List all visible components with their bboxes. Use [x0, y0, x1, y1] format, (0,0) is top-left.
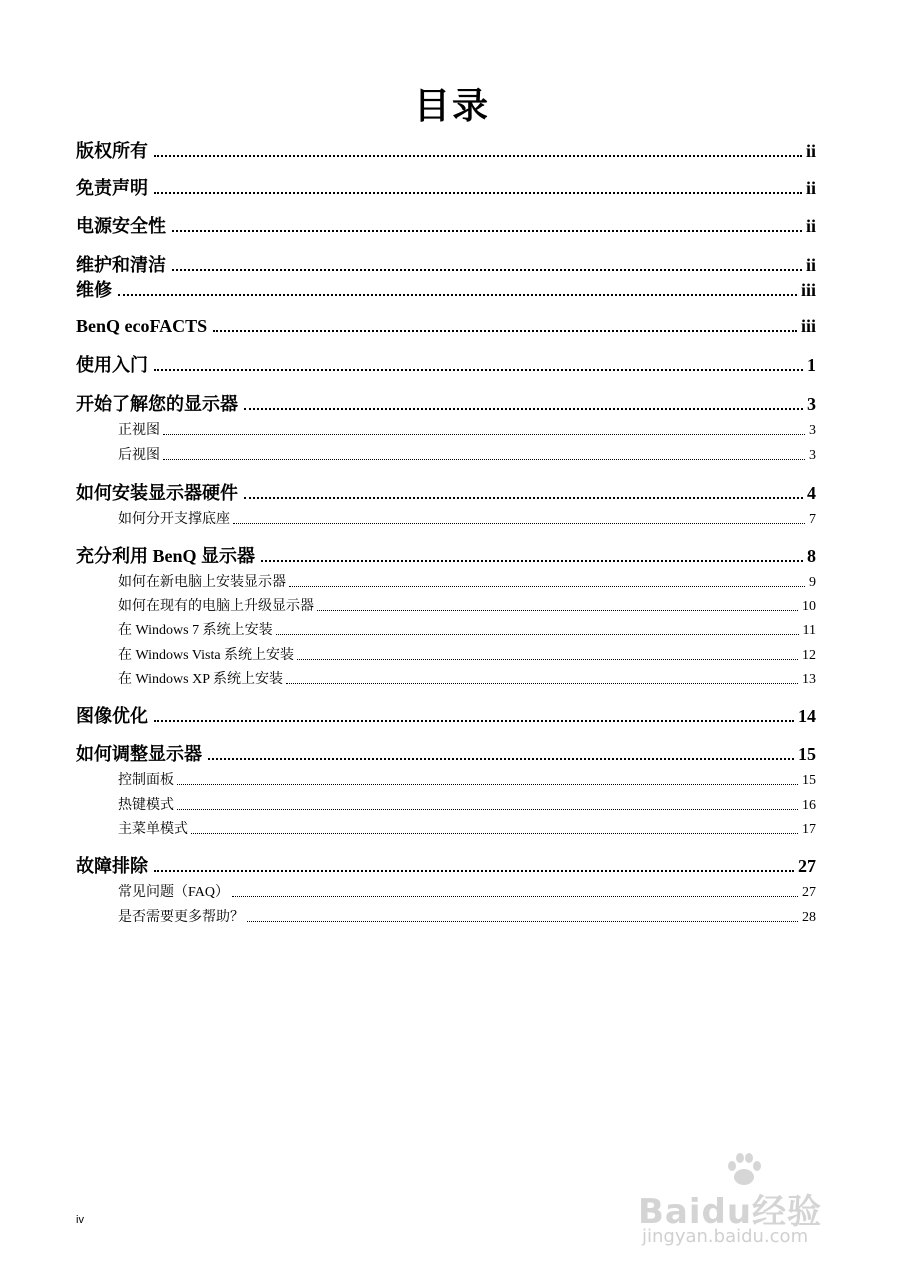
toc-entry-disclaimer[interactable]	[76, 179, 816, 197]
toc-entry-label: 后视图	[118, 448, 160, 463]
toc-entry-page: 9	[809, 575, 816, 590]
toc-entry-label: 电源安全性	[76, 216, 166, 236]
toc-entry-copyright[interactable]	[76, 142, 816, 160]
toc-entry-page: 3	[809, 448, 816, 463]
toc-entry-page: 11	[802, 623, 816, 638]
toc-entry-label: 使用入门	[76, 355, 148, 375]
toc-entry-page: 28	[802, 910, 816, 925]
toc-entry-main-menu-mode[interactable]	[118, 823, 816, 837]
toc-entry-troubleshooting[interactable]	[76, 857, 816, 875]
dot-leader	[233, 523, 805, 524]
toc-entry-windows-vista[interactable]	[118, 649, 816, 663]
toc-entry-getting-started[interactable]	[76, 356, 816, 374]
toc-entry-page: 15	[798, 744, 816, 764]
dot-leader	[208, 758, 794, 760]
dot-leader	[154, 369, 803, 371]
toc-entry-label: 图像优化	[76, 706, 148, 726]
toc-entry-label: 充分利用 BenQ 显示器	[76, 546, 256, 566]
toc-entry-label: 控制面板	[118, 773, 174, 788]
toc-entry-know-your-monitor[interactable]	[76, 395, 816, 413]
toc-entry-page: 27	[802, 885, 816, 900]
watermark-logo-text: Baidu经验	[638, 1192, 823, 1232]
toc-entry-label: 如何分开支撑底座	[118, 512, 230, 527]
toc-entry-label: 常见问题（FAQ）	[118, 885, 229, 900]
toc-entry-page: ii	[805, 178, 816, 198]
toc-entry-label: 如何调整显示器	[76, 744, 202, 764]
dot-leader	[244, 497, 803, 499]
toc-entry-page: 1	[807, 355, 816, 375]
toc-entry-page: 17	[802, 822, 816, 837]
toc-entry-page: ii	[805, 216, 816, 236]
watermark-url: jingyan.baidu.com	[642, 1226, 809, 1247]
dot-leader	[154, 192, 802, 194]
toc-entry-page: 4	[807, 483, 816, 503]
toc-entry-label: 在 Windows 7 系统上安装	[118, 623, 273, 638]
toc-entry-label: 热键模式	[118, 798, 174, 813]
toc-entry-page: 7	[809, 512, 816, 527]
toc-entry-back-view[interactable]	[118, 449, 816, 463]
dot-leader	[213, 330, 797, 332]
dot-leader	[118, 294, 797, 296]
toc-entry-label: 如何在现有的电脑上升级显示器	[118, 599, 314, 614]
toc-entry-label: 是否需要更多帮助？	[118, 910, 244, 925]
dot-leader	[317, 610, 798, 611]
dot-leader	[172, 269, 802, 271]
dot-leader	[289, 586, 805, 587]
toc-entry-front-view[interactable]	[118, 424, 816, 438]
toc-entry-install-hardware[interactable]	[76, 484, 816, 502]
toc-entry-detach-stand[interactable]	[118, 513, 816, 527]
toc-entry-upgrade-existing[interactable]	[118, 600, 816, 614]
dot-leader	[191, 833, 798, 834]
toc-entry-windows-xp[interactable]	[118, 673, 816, 687]
toc-entry-label: 主菜单模式	[118, 822, 188, 837]
toc-entry-label: 开始了解您的显示器	[76, 394, 238, 414]
toc-entry-page: 10	[802, 599, 816, 614]
baidu-watermark	[638, 1148, 848, 1248]
toc-entry-label: 免责声明	[76, 178, 148, 198]
dot-leader	[154, 720, 794, 722]
page-title: 目录	[413, 86, 490, 127]
toc-entry-label: 如何安装显示器硬件	[76, 483, 238, 503]
toc-entry-page: 16	[802, 798, 816, 813]
toc-entry-label: 版权所有	[76, 141, 148, 161]
dot-leader	[244, 408, 803, 410]
dot-leader	[247, 921, 798, 922]
toc-entry-page: 3	[809, 423, 816, 438]
toc-entry-label: 维护和清洁	[76, 255, 166, 275]
toc-entry-windows-7[interactable]	[118, 624, 816, 638]
toc-entry-power-safety[interactable]	[76, 217, 816, 235]
toc-entry-adjust-monitor[interactable]	[76, 745, 816, 763]
toc-entry-ecofacts[interactable]	[76, 317, 816, 335]
dot-leader	[154, 155, 802, 157]
toc-entry-page: 12	[802, 648, 816, 663]
toc-entry-label: 正视图	[118, 423, 160, 438]
footer-page-number: iv	[76, 1214, 84, 1226]
toc-entry-page: ii	[805, 255, 816, 275]
toc-entry-faq[interactable]	[118, 886, 816, 900]
dot-leader	[177, 784, 798, 785]
toc-entry-servicing[interactable]	[76, 281, 816, 299]
dot-leader	[163, 434, 805, 435]
toc-entry-page: 15	[802, 773, 816, 788]
toc-entry-need-more-help[interactable]	[118, 911, 816, 925]
toc-entry-page: 3	[807, 394, 816, 414]
toc-entry-page: 14	[798, 706, 816, 726]
dot-leader	[163, 459, 805, 460]
dot-leader	[297, 659, 798, 660]
dot-leader	[286, 683, 798, 684]
toc-entry-label: 在 Windows XP 系统上安装	[118, 672, 283, 687]
toc-entry-label: 在 Windows Vista 系统上安装	[118, 648, 295, 663]
toc-entry-page: iii	[800, 280, 816, 300]
toc-entry-page: 27	[798, 856, 816, 876]
toc-entry-hotkey-mode[interactable]	[118, 799, 816, 813]
toc-entry-page: 8	[807, 546, 816, 566]
toc-entry-page: iii	[800, 316, 816, 336]
toc-entry-page: ii	[805, 141, 816, 161]
toc-entry-picture-optimization[interactable]	[76, 707, 816, 725]
toc-entry-get-most-benq[interactable]	[76, 547, 816, 565]
toc-entry-label: 故障排除	[76, 856, 148, 876]
dot-leader	[276, 634, 799, 635]
toc-entry-label: 如何在新电脑上安装显示器	[118, 575, 286, 590]
dot-leader	[261, 560, 803, 562]
toc-entry-label: BenQ ecoFACTS	[76, 316, 208, 336]
toc-entry-control-panel[interactable]	[118, 774, 816, 788]
dot-leader	[172, 230, 802, 232]
toc-entry-care-cleaning[interactable]	[76, 256, 816, 274]
toc-entry-page: 13	[802, 672, 816, 687]
dot-leader	[232, 896, 798, 897]
dot-leader	[154, 870, 794, 872]
dot-leader	[177, 809, 798, 810]
toc-entry-new-computer[interactable]	[118, 576, 816, 590]
toc-entry-label: 维修	[76, 280, 112, 300]
